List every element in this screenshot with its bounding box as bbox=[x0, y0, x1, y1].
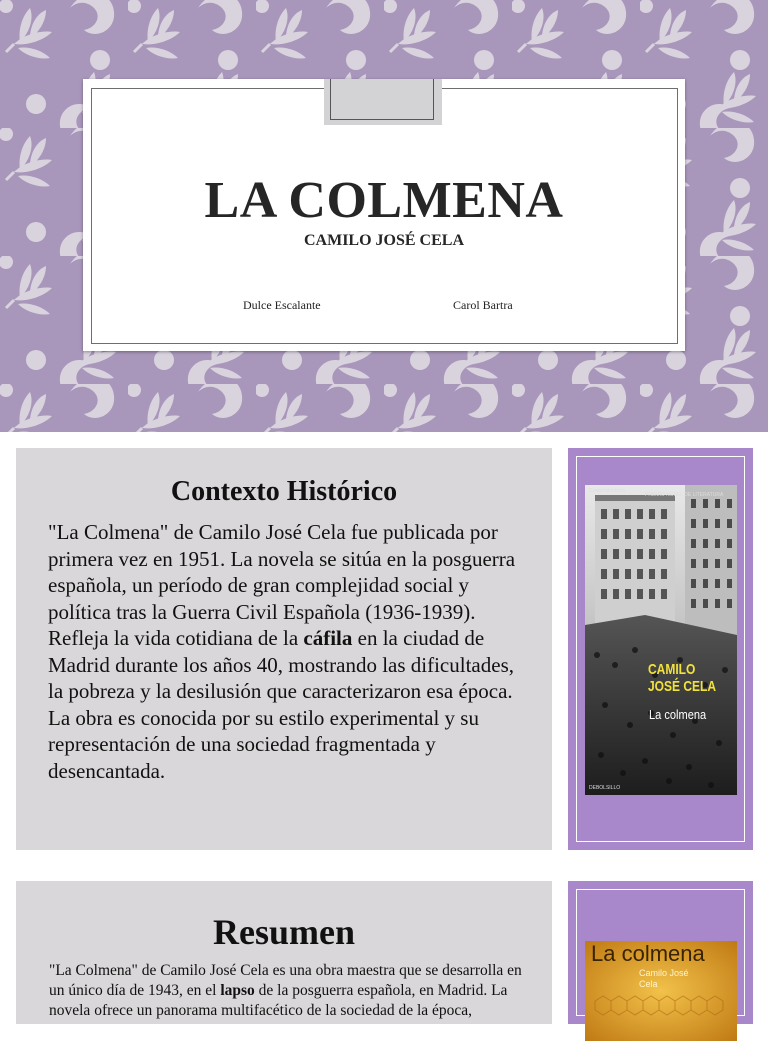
cover-author-line-2: JOSÉ CELA bbox=[648, 678, 717, 695]
summary-panel bbox=[16, 881, 552, 1024]
title-card bbox=[83, 79, 685, 351]
section-body bbox=[49, 961, 529, 1021]
body-bold-word: cáfila bbox=[303, 626, 353, 650]
cover-author bbox=[648, 661, 716, 695]
cover-author: Camilo José Cela bbox=[639, 968, 689, 989]
section-heading: Contexto Histórico bbox=[170, 476, 398, 507]
author-1: Dulce Escalante bbox=[243, 298, 321, 312]
book-cover-image bbox=[585, 941, 737, 1041]
cover-title: La colmena bbox=[649, 707, 707, 722]
body-bold-word: lapso bbox=[220, 982, 255, 999]
body-text: "La Colmena" de Camilo José Cela fue publicada por primera vez en 1951. La novela se sitúa en la posguerra española, un período de gran complejidad social y política tras la Guerra Civil Española (1936-1939). Refleja la vida cotidiana de la bbox=[48, 520, 516, 650]
main-title: LA COLMENA bbox=[204, 172, 564, 229]
cover-title: La colmena bbox=[591, 941, 705, 966]
subtitle: CAMILO JOSÉ CELA bbox=[303, 232, 465, 249]
cover-author-line-1: CAMILO bbox=[648, 661, 696, 678]
cover-publisher: DEBOLSILLO bbox=[589, 785, 621, 791]
cover-award-label: PREMIO NOBEL DE LITERATURA bbox=[645, 492, 724, 498]
book-cover-panel bbox=[568, 881, 753, 1024]
street-photo bbox=[585, 485, 737, 795]
cover-series-label: Contemporánea bbox=[589, 488, 625, 494]
title-slide bbox=[0, 0, 768, 432]
body-text: de la posguerra española, en Madrid. La novela ofrece un panorama multifacético de la sociedad de la época, bbox=[49, 982, 508, 1019]
book-cover-image bbox=[585, 485, 737, 795]
book-cover-panel bbox=[568, 448, 753, 850]
section-heading: Resumen bbox=[213, 912, 355, 952]
historical-context-panel bbox=[16, 448, 552, 850]
body-text: en la ciudad de Madrid durante los años 40, mostrando las dificultades, la pobreza y la desilusión que caracterizaron esa época. La obra es conocida por su estilo experimental y su representación de una sociedad fragmentada y desencantada. bbox=[48, 626, 514, 783]
body-text: "La Colmena" de Camilo José Cela es una obra maestra que se desarrolla en un único día de 1943, en el bbox=[49, 962, 522, 999]
section-body bbox=[48, 519, 526, 784]
card-tab bbox=[324, 79, 442, 125]
card-tab-inner bbox=[330, 79, 434, 120]
author-2: Carol Bartra bbox=[453, 298, 513, 312]
